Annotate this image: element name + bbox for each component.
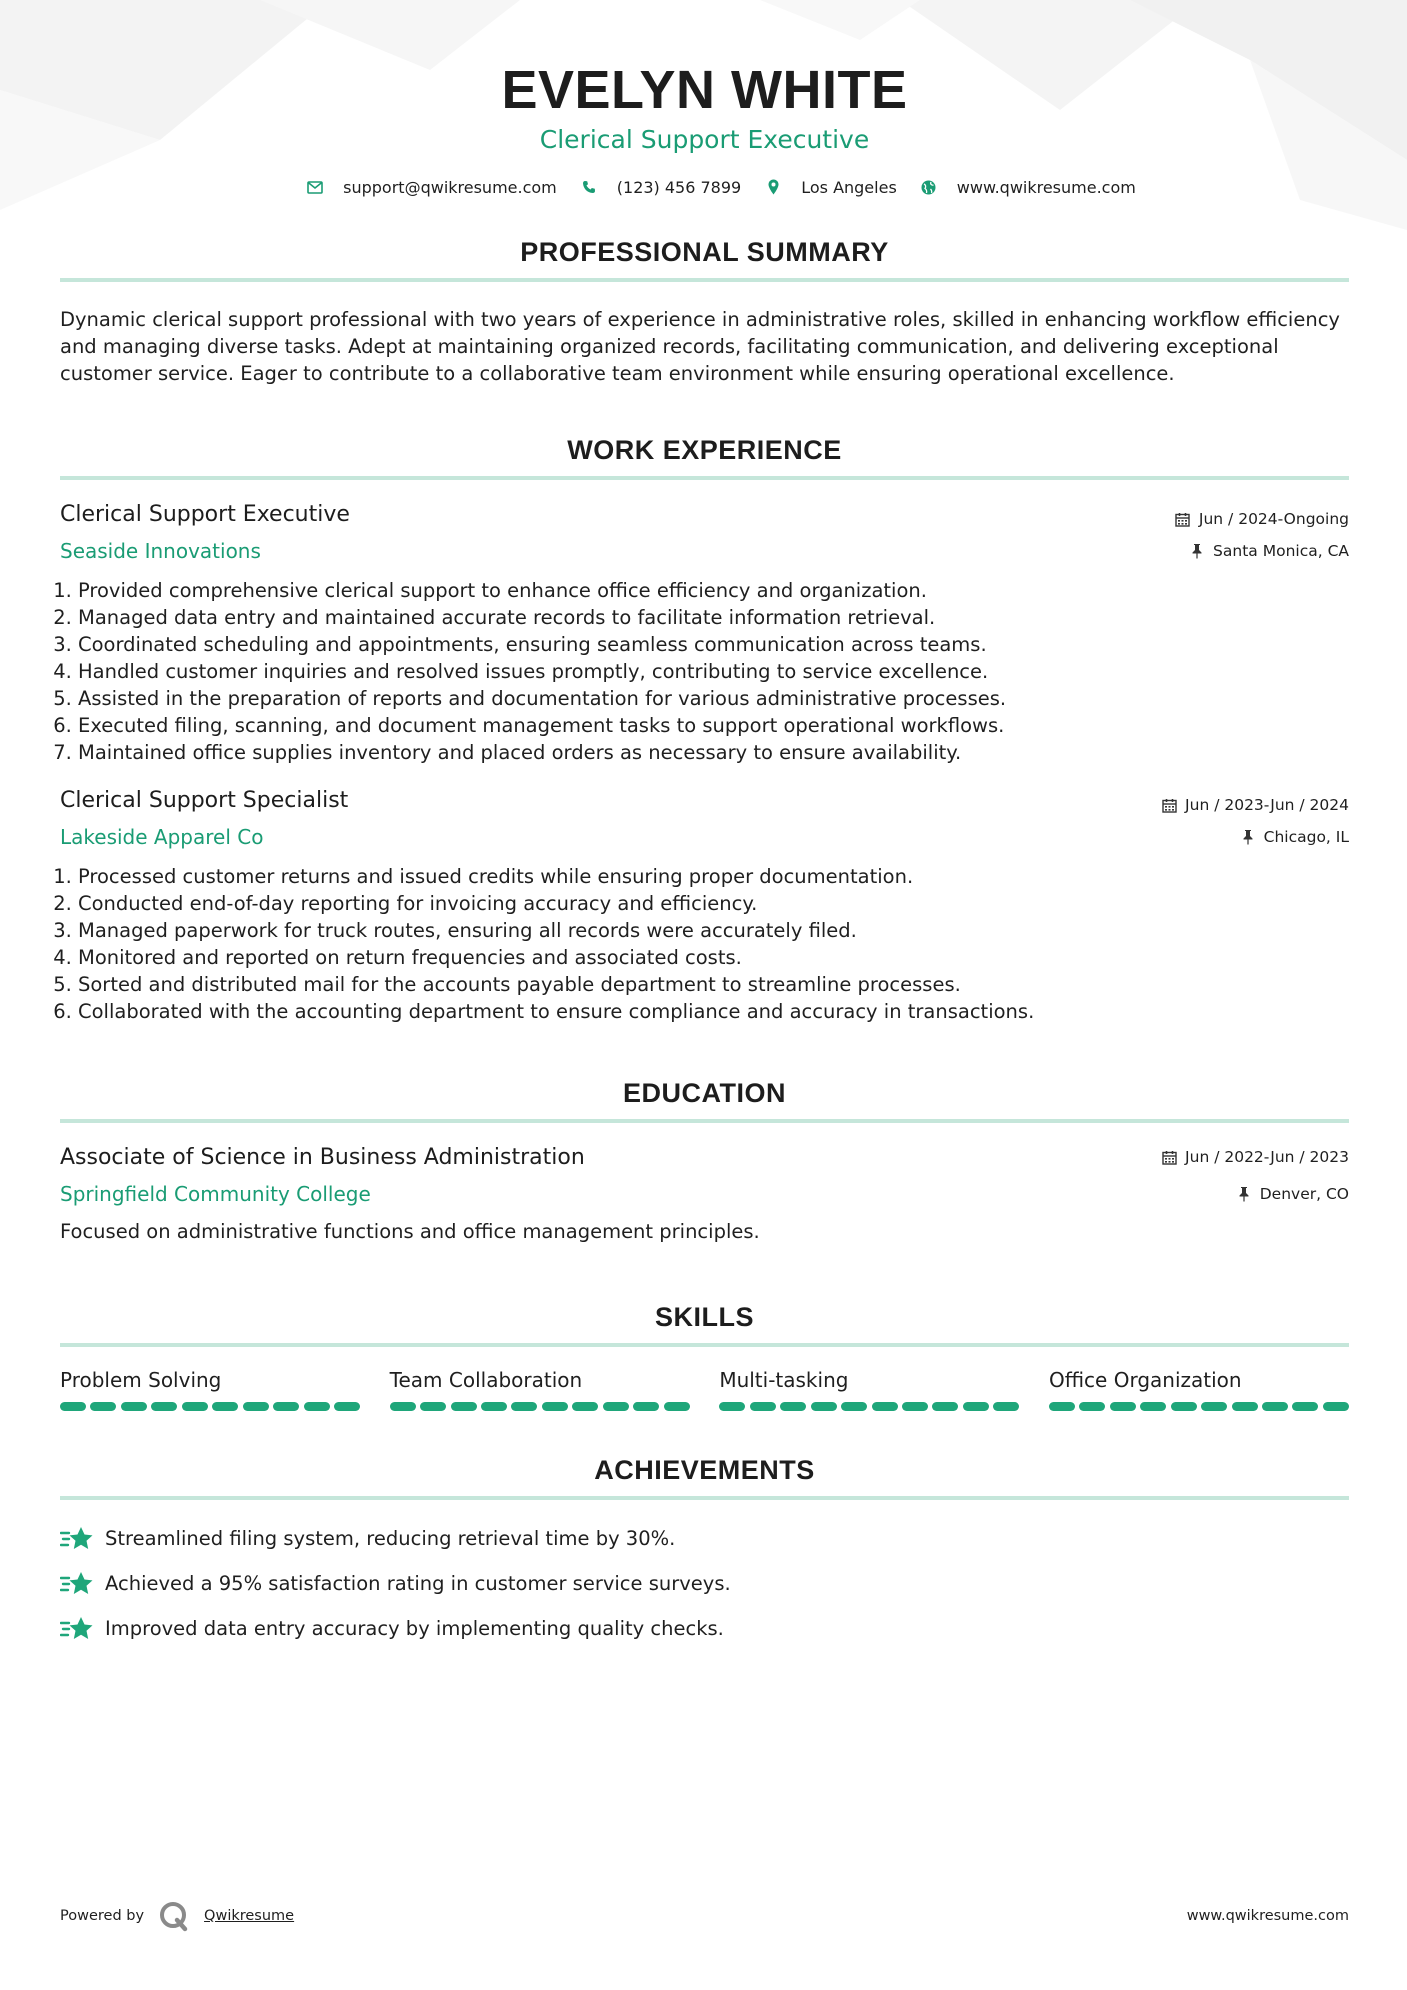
skill-item bbox=[390, 1367, 690, 1411]
achievement-item bbox=[60, 1516, 1349, 1561]
map-pin-icon bbox=[765, 179, 781, 195]
duty-item: 3. Managed paperwork for truck routes, ensuring all records were accurately filed. bbox=[78, 917, 1349, 944]
pushpin-icon bbox=[1189, 543, 1205, 559]
job-meta bbox=[1175, 501, 1349, 561]
qwikresume-link[interactable]: Qwikresume bbox=[204, 1908, 295, 1924]
footer-website[interactable]: www.qwikresume.com bbox=[1186, 1908, 1349, 1924]
website-text: www.qwikresume.com bbox=[956, 177, 1136, 197]
candidate-name: EVELYN WHITE bbox=[501, 60, 908, 120]
duty-item: 2. Managed data entry and maintained accurate records to facilitate information retrieval. bbox=[78, 604, 1349, 631]
skill-name: Office Organization bbox=[1048, 1368, 1242, 1392]
skill-level-dot bbox=[420, 1402, 446, 1411]
qwikresume-logo-icon bbox=[158, 1900, 190, 1932]
contact-website[interactable] bbox=[921, 178, 1136, 197]
pushpin-icon bbox=[1240, 829, 1256, 845]
skill-level-dot bbox=[902, 1402, 928, 1411]
skill-level-dot bbox=[243, 1402, 269, 1411]
skill-level-dot bbox=[664, 1402, 690, 1411]
experience-heading: WORK EXPERIENCE bbox=[60, 434, 1349, 480]
job-location: Santa Monica, CA bbox=[1213, 542, 1349, 560]
achievement-text: Improved data entry accuracy by implementing quality checks. bbox=[105, 1617, 724, 1640]
education-entry bbox=[60, 1144, 1349, 1245]
skill-level-dot bbox=[963, 1402, 989, 1411]
skill-level-dot bbox=[1140, 1402, 1166, 1411]
skill-item bbox=[719, 1367, 1019, 1411]
education-description: Focused on administrative functions and office management principles. bbox=[60, 1220, 760, 1243]
duty-item: 1. Processed customer returns and issued credits while ensuring proper documentation. bbox=[78, 863, 1349, 890]
skill-name: Problem Solving bbox=[60, 1368, 222, 1392]
achievements-section bbox=[60, 1454, 1349, 1651]
page-footer bbox=[60, 1900, 1349, 1932]
job-duties bbox=[60, 577, 1349, 766]
globe-icon bbox=[921, 179, 937, 195]
skill-level-dot bbox=[1079, 1402, 1105, 1411]
skill-level-dot bbox=[633, 1402, 659, 1411]
skill-level-dot bbox=[390, 1402, 416, 1411]
skill-level-dot bbox=[481, 1402, 507, 1411]
powered-by-label: Powered by bbox=[60, 1908, 145, 1924]
skill-level-dot bbox=[182, 1402, 208, 1411]
skill-level-dot bbox=[811, 1402, 837, 1411]
star-icon bbox=[60, 1569, 94, 1599]
summary-section bbox=[60, 236, 1349, 387]
skill-level-dot bbox=[750, 1402, 776, 1411]
job-dates: Jun / 2024-Ongoing bbox=[1198, 510, 1349, 528]
email-text: support@qwikresume.com bbox=[343, 177, 557, 197]
calendar-icon bbox=[1161, 797, 1177, 813]
duty-item: 1. Provided comprehensive clerical support to enhance office efficiency and organization. bbox=[78, 577, 1349, 604]
skill-level-dot bbox=[841, 1402, 867, 1411]
skill-level-dot bbox=[542, 1402, 568, 1411]
job-location: Chicago, IL bbox=[1263, 828, 1349, 846]
duty-item: 6. Executed filing, scanning, and document management tasks to support operational workflows. bbox=[78, 712, 1349, 739]
star-icon bbox=[60, 1614, 94, 1644]
education-section bbox=[60, 1077, 1349, 1245]
skill-level-dot bbox=[451, 1402, 477, 1411]
star-icon bbox=[60, 1524, 94, 1554]
powered-by bbox=[60, 1900, 294, 1932]
skill-level-dot bbox=[151, 1402, 177, 1411]
contact-phone[interactable] bbox=[581, 178, 741, 197]
phone-icon bbox=[581, 179, 597, 195]
envelope-icon bbox=[307, 179, 323, 195]
education-heading: EDUCATION bbox=[60, 1077, 1349, 1123]
skill-level-dot bbox=[1049, 1402, 1075, 1411]
education-meta bbox=[1161, 1144, 1349, 1204]
duty-item: 5. Sorted and distributed mail for the accounts payable department to streamline processes. bbox=[78, 971, 1349, 998]
job-meta bbox=[1161, 787, 1349, 847]
contact-bar bbox=[94, 176, 1349, 198]
resume-header bbox=[60, 0, 1349, 198]
candidate-role: Clerical Support Executive bbox=[539, 125, 870, 154]
duty-item: 5. Assisted in the preparation of reports and documentation for various administrative processes. bbox=[78, 685, 1349, 712]
summary-heading: PROFESSIONAL SUMMARY bbox=[60, 236, 1349, 282]
skill-level-dot bbox=[780, 1402, 806, 1411]
achievements-heading: ACHIEVEMENTS bbox=[60, 1454, 1349, 1500]
skill-level-meter bbox=[719, 1402, 1019, 1411]
skill-level-dot bbox=[90, 1402, 116, 1411]
achievement-text: Streamlined filing system, reducing retrieval time by 30%. bbox=[105, 1527, 676, 1550]
education-location: Denver, CO bbox=[1259, 1185, 1349, 1203]
contact-location bbox=[765, 178, 897, 197]
skill-level-dot bbox=[872, 1402, 898, 1411]
duty-item: 4. Handled customer inquiries and resolved issues promptly, contributing to service excellence. bbox=[78, 658, 1349, 685]
phone-text: (123) 456 7899 bbox=[616, 177, 742, 197]
skill-name: Team Collaboration bbox=[389, 1368, 583, 1392]
skill-level-dot bbox=[719, 1402, 745, 1411]
skill-level-meter bbox=[60, 1402, 360, 1411]
skill-level-dot bbox=[511, 1402, 537, 1411]
job-duties bbox=[60, 863, 1349, 1025]
skills-grid bbox=[60, 1367, 1349, 1411]
skill-level-dot bbox=[1262, 1402, 1288, 1411]
location-text: Los Angeles bbox=[801, 177, 897, 197]
duty-item: 4. Monitored and reported on return frequencies and associated costs. bbox=[78, 944, 1349, 971]
achievement-item bbox=[60, 1561, 1349, 1606]
school-name: Springfield Community College bbox=[60, 1182, 371, 1206]
calendar-icon bbox=[1161, 1149, 1177, 1165]
skill-name: Multi-tasking bbox=[719, 1368, 849, 1392]
job-company: Lakeside Apparel Co bbox=[60, 825, 264, 849]
duty-item: 3. Coordinated scheduling and appointments, ensuring seamless communication across teams. bbox=[78, 631, 1349, 658]
calendar-icon bbox=[1175, 511, 1191, 527]
education-dates: Jun / 2022-Jun / 2023 bbox=[1185, 1148, 1349, 1166]
contact-email[interactable] bbox=[307, 178, 557, 197]
skill-level-dot bbox=[121, 1402, 147, 1411]
skill-level-dot bbox=[1201, 1402, 1227, 1411]
skill-level-dot bbox=[572, 1402, 598, 1411]
achievement-item bbox=[60, 1606, 1349, 1651]
job-title: Clerical Support Specialist bbox=[60, 788, 349, 813]
skill-level-meter bbox=[1049, 1402, 1349, 1411]
duty-item: 7. Maintained office supplies inventory and placed orders as necessary to ensure availability. bbox=[78, 739, 1349, 766]
skill-level-dot bbox=[932, 1402, 958, 1411]
skill-item bbox=[60, 1367, 360, 1411]
skill-level-dot bbox=[334, 1402, 360, 1411]
job-title: Clerical Support Executive bbox=[60, 502, 350, 527]
achievements-list bbox=[60, 1516, 1349, 1651]
skill-level-dot bbox=[60, 1402, 86, 1411]
skill-level-dot bbox=[1323, 1402, 1349, 1411]
skill-level-dot bbox=[1110, 1402, 1136, 1411]
summary-text: Dynamic clerical support professional with two years of experience in administrative roles, skilled in enhancing workflow efficiency and managing diverse tasks. Adept at maintaining organized records, facilitating communication, and delivering exceptional customer service. Eager to contribute to a collaborative team environment while ensuring operational excellence. bbox=[60, 308, 1340, 385]
skill-level-meter bbox=[390, 1402, 690, 1411]
skill-level-dot bbox=[603, 1402, 629, 1411]
skill-level-dot bbox=[273, 1402, 299, 1411]
job-entry bbox=[60, 787, 1349, 1025]
achievement-text: Achieved a 95% satisfaction rating in customer service surveys. bbox=[105, 1572, 731, 1595]
skill-item bbox=[1049, 1367, 1349, 1411]
resume-page bbox=[60, 0, 1349, 1651]
duty-item: 2. Conducted end-of-day reporting for invoicing accuracy and efficiency. bbox=[78, 890, 1349, 917]
skills-section bbox=[60, 1301, 1349, 1411]
duty-item: 6. Collaborated with the accounting department to ensure compliance and accuracy in transactions. bbox=[78, 998, 1349, 1025]
skill-level-dot bbox=[993, 1402, 1019, 1411]
job-entry bbox=[60, 501, 1349, 766]
job-company: Seaside Innovations bbox=[60, 539, 261, 563]
skill-level-dot bbox=[304, 1402, 330, 1411]
skill-level-dot bbox=[1292, 1402, 1318, 1411]
skill-level-dot bbox=[212, 1402, 238, 1411]
pushpin-icon bbox=[1236, 1186, 1252, 1202]
skill-level-dot bbox=[1232, 1402, 1258, 1411]
degree-title: Associate of Science in Business Administration bbox=[60, 1145, 585, 1170]
skill-level-dot bbox=[1171, 1402, 1197, 1411]
job-dates: Jun / 2023-Jun / 2024 bbox=[1185, 796, 1349, 814]
skills-heading: SKILLS bbox=[60, 1301, 1349, 1347]
experience-section bbox=[60, 434, 1349, 1025]
